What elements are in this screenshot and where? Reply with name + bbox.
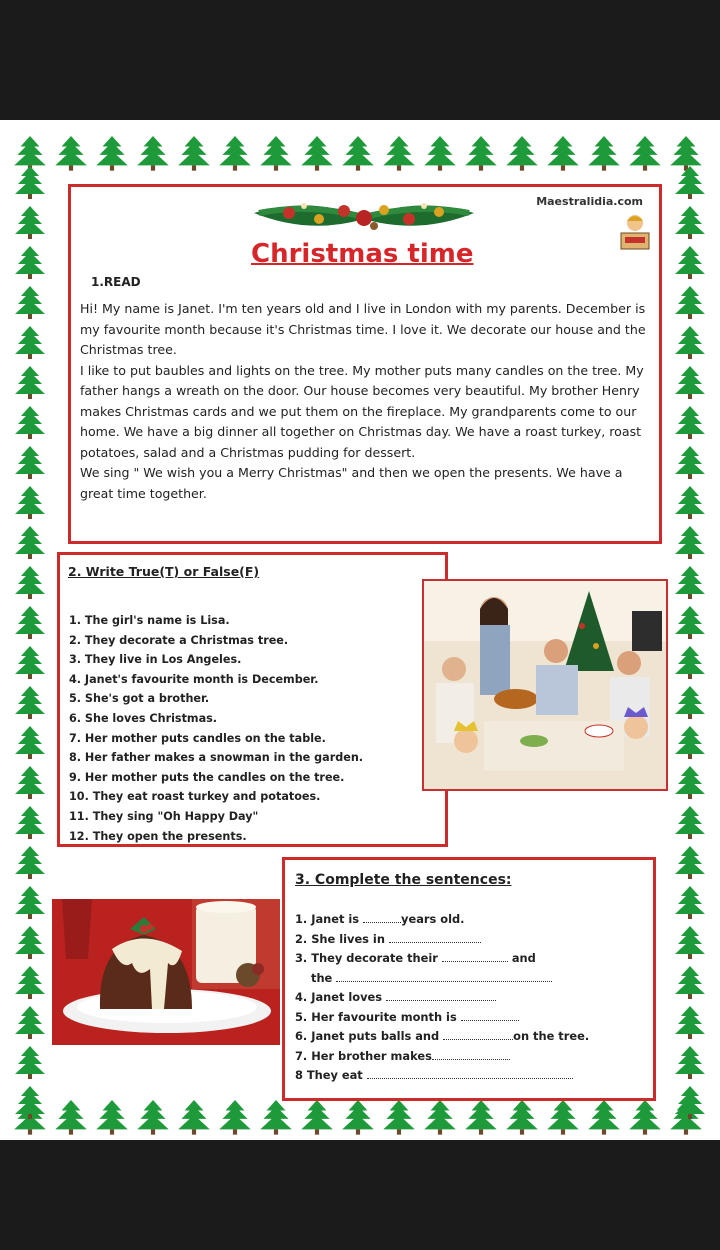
tree-border-top xyxy=(0,134,720,174)
tree-border-bottom xyxy=(0,1098,720,1138)
tree-icon xyxy=(15,326,45,359)
tree-icon xyxy=(15,486,45,519)
tree-icon xyxy=(675,766,705,799)
tree-icon xyxy=(465,136,497,171)
tree-icon xyxy=(15,1006,45,1039)
christmas-pudding-photo xyxy=(52,899,280,1045)
tree-icon xyxy=(15,1046,45,1079)
tree-icon xyxy=(137,1100,169,1135)
tree-icon xyxy=(675,566,705,599)
complete-sentences-section xyxy=(282,857,656,1101)
tree-icon xyxy=(15,886,45,919)
tree-icon xyxy=(137,136,169,171)
tree-icon xyxy=(629,1100,661,1135)
tree-icon xyxy=(15,166,45,199)
list-item: 2. They decorate a Christmas tree. xyxy=(69,633,289,647)
answer-blank xyxy=(432,1050,510,1060)
answer-blank xyxy=(389,933,481,943)
tree-icon xyxy=(675,806,705,839)
teacher-mascot-icon xyxy=(617,213,653,255)
tree-icon xyxy=(675,166,705,199)
tree-icon xyxy=(675,966,705,999)
tree-icon xyxy=(342,136,374,171)
tree-icon xyxy=(15,766,45,799)
tree-icon xyxy=(675,726,705,759)
tree-icon xyxy=(219,136,251,171)
tree-icon xyxy=(675,646,705,679)
page-title: Christmas time xyxy=(251,239,474,269)
complete-sentences-list xyxy=(295,910,589,1086)
answer-blank xyxy=(386,991,496,1001)
tree-icon xyxy=(675,526,705,559)
sentence-start: 8 They eat xyxy=(295,1068,367,1082)
list-item xyxy=(295,1047,589,1067)
tree-icon xyxy=(675,446,705,479)
tree-icon xyxy=(675,1086,705,1119)
tree-icon xyxy=(15,526,45,559)
list-item: 5. She's got a brother. xyxy=(69,692,210,706)
tree-icon xyxy=(547,136,579,171)
tree-icon xyxy=(15,966,45,999)
tree-icon xyxy=(15,606,45,639)
list-item xyxy=(295,910,589,930)
tree-icon xyxy=(15,286,45,319)
tree-icon xyxy=(15,446,45,479)
tree-icon xyxy=(588,1100,620,1135)
tree-icon xyxy=(424,1100,456,1135)
list-item xyxy=(295,949,589,969)
story-paragraph: We sing " We wish you a Merry Christmas" and then we open the presents. We have a great time together. xyxy=(80,465,623,501)
sentence-start: 7. Her brother makes xyxy=(295,1048,432,1063)
tree-icon xyxy=(15,686,45,719)
tree-icon xyxy=(506,136,538,171)
tree-icon xyxy=(15,1086,45,1119)
list-item xyxy=(295,1027,589,1047)
garland-icon xyxy=(249,191,479,241)
list-item: 7. Her mother puts candles on the table. xyxy=(69,731,326,745)
tree-icon xyxy=(675,406,705,439)
list-item: 12. They open the presents. xyxy=(69,829,247,843)
tree-icon xyxy=(15,366,45,399)
tree-icon xyxy=(675,926,705,959)
answer-blank xyxy=(363,913,401,923)
story-paragraph: I like to put baubles and lights on the tree. My mother puts many candles on the tree. My father hangs a wreath on the door. Our house becomes very beautiful. My brother Henry makes Christmas cards and we put them on the fireplace. My grandparents come to our home. We have a big dinner all together on Christmas day. We have a roast turkey, roast potatoes, salad and a Christmas pudding for dessert. xyxy=(80,362,644,460)
tree-icon xyxy=(675,206,705,239)
list-item xyxy=(295,1008,589,1028)
list-item: 9. Her mother puts the candles on the tree. xyxy=(69,770,345,784)
tree-icon xyxy=(219,1100,251,1135)
sentence-start: 6. Janet puts balls and xyxy=(295,1029,444,1043)
sentence-start: 3. They decorate their xyxy=(295,951,442,965)
list-item: 11. They sing "Oh Happy Day" xyxy=(69,809,259,823)
sentence-start: 1. Janet is xyxy=(295,912,364,926)
tree-icon xyxy=(675,1046,705,1079)
answer-blank xyxy=(442,952,508,962)
list-item xyxy=(295,930,589,950)
answer-blank xyxy=(461,1011,519,1021)
sentence-start: 2. She lives in xyxy=(295,931,389,946)
answer-blank xyxy=(367,1069,573,1079)
tree-icon xyxy=(675,486,705,519)
tree-icon xyxy=(15,406,45,439)
list-item: 1. The girl's name is Lisa. xyxy=(69,614,230,627)
true-false-list xyxy=(69,611,363,846)
true-false-section xyxy=(57,552,448,847)
tree-icon xyxy=(588,136,620,171)
tree-icon xyxy=(15,246,45,279)
tree-icon xyxy=(547,1100,579,1135)
tree-icon xyxy=(260,136,292,171)
tree-icon xyxy=(301,136,333,171)
list-item xyxy=(295,1066,589,1086)
tree-icon xyxy=(675,606,705,639)
list-item: 3. They live in Los Angeles. xyxy=(69,653,242,667)
list-item: 8. Her father makes a snowman in the garden. xyxy=(69,751,364,765)
tree-icon xyxy=(15,566,45,599)
list-item xyxy=(295,969,589,989)
tree-icon xyxy=(15,726,45,759)
sentence-end: years old. xyxy=(401,912,465,926)
tree-icon xyxy=(675,326,705,359)
tree-icon xyxy=(675,846,705,879)
tree-icon xyxy=(301,1100,333,1135)
tree-icon xyxy=(15,806,45,839)
tree-icon xyxy=(55,136,87,171)
list-item: 4. Janet's favourite month is December. xyxy=(69,672,319,686)
list-item: 10. They eat roast turkey and potatoes. xyxy=(69,790,321,804)
tree-border-left xyxy=(10,120,50,1140)
worksheet-page xyxy=(0,120,720,1140)
tree-icon xyxy=(15,206,45,239)
tree-icon xyxy=(675,246,705,279)
read-heading: 1.READ xyxy=(91,275,141,289)
tree-icon xyxy=(506,1100,538,1135)
tree-icon xyxy=(675,886,705,919)
tree-icon xyxy=(178,136,210,171)
tree-icon xyxy=(629,136,661,171)
tree-icon xyxy=(675,1006,705,1039)
tree-icon xyxy=(15,926,45,959)
tree-icon xyxy=(675,366,705,399)
sentence-end: on the tree. xyxy=(513,1029,590,1043)
tree-border-right xyxy=(670,120,710,1140)
tree-icon xyxy=(675,286,705,319)
true-false-title: 2. Write True(T) or False(F) xyxy=(68,564,260,579)
reading-section xyxy=(68,184,662,544)
tree-icon xyxy=(15,846,45,879)
tree-icon xyxy=(96,1100,128,1135)
tree-icon xyxy=(465,1100,497,1135)
tree-icon xyxy=(383,1100,415,1135)
list-item: 6. She loves Christmas. xyxy=(69,711,218,725)
family-dinner-photo xyxy=(422,579,668,791)
tree-icon xyxy=(383,136,415,171)
list-item xyxy=(295,988,589,1008)
brand-label: Maestralidia.com xyxy=(536,195,643,208)
sentence-start: the xyxy=(311,970,337,985)
story-text xyxy=(80,299,655,504)
complete-sentences-title: 3. Complete the sentences: xyxy=(295,872,512,888)
answer-blank xyxy=(443,1030,513,1040)
tree-icon xyxy=(342,1100,374,1135)
sentence-end: and xyxy=(507,951,536,965)
tree-icon xyxy=(96,136,128,171)
answer-blank xyxy=(336,972,552,982)
story-paragraph: Hi! My name is Janet. I'm ten years old and I live in London with my parents. December is my favourite month because it's Christmas time. I love it. We decorate our house and the Christmas tree. xyxy=(80,301,646,357)
tree-icon xyxy=(424,136,456,171)
sentence-start: 5. Her favourite month is xyxy=(295,1009,461,1024)
tree-icon xyxy=(675,686,705,719)
tree-icon xyxy=(178,1100,210,1135)
tree-icon xyxy=(15,646,45,679)
sentence-start: 4. Janet loves xyxy=(295,990,387,1004)
tree-icon xyxy=(260,1100,292,1135)
tree-icon xyxy=(55,1100,87,1135)
